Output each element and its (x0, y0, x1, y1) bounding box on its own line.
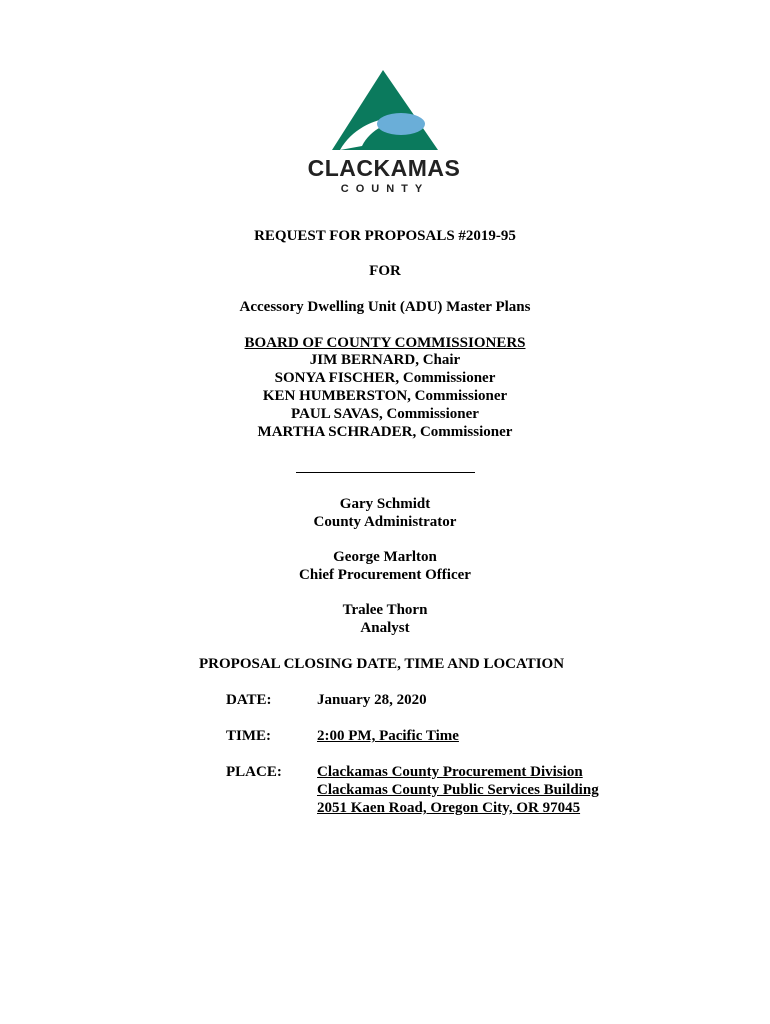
rfp-number: REQUEST FOR PROPOSALS #2019-95 (254, 228, 516, 244)
official-name: Tralee Thorn (342, 602, 428, 618)
logo-county: COUNTY (340, 183, 430, 194)
logo-blue-oval (377, 113, 425, 135)
date-label: DATE: (226, 692, 272, 708)
official-title: County Administrator (313, 514, 457, 530)
place-line: Clackamas County Public Services Building (317, 782, 599, 798)
board-heading: BOARD OF COUNTY COMMISSIONERS (244, 335, 526, 351)
closing-heading: PROPOSAL CLOSING DATE, TIME AND LOCATION (199, 656, 565, 672)
place-line: 2051 Kaen Road, Oregon City, OR 97045 (317, 800, 581, 816)
place-line: Clackamas County Procurement Division (317, 764, 583, 780)
divider-line (296, 472, 475, 473)
clackamas-county-logo (288, 66, 480, 194)
board-member: JIM BERNARD, Chair (309, 352, 461, 368)
place-label: PLACE: (226, 764, 282, 780)
time-label: TIME: (226, 728, 271, 744)
logo-triangle (332, 70, 438, 150)
time-value: 2:00 PM, Pacific Time (317, 728, 459, 744)
logo-mark (288, 66, 480, 194)
place-address (317, 763, 599, 817)
official-name: Gary Schmidt (339, 496, 431, 512)
official-title: Chief Procurement Officer (299, 567, 471, 583)
project-title: Accessory Dwelling Unit (ADU) Master Plans (239, 299, 531, 315)
logo-name: CLACKAMAS (307, 155, 461, 181)
board-member: PAUL SAVAS, Commissioner (291, 406, 479, 422)
official-name: George Marlton (333, 549, 437, 565)
official-title: Analyst (360, 620, 410, 636)
date-value: January 28, 2020 (317, 692, 427, 708)
board-member: KEN HUMBERSTON, Commissioner (262, 388, 508, 404)
for-label: FOR (369, 263, 401, 279)
board-member: MARTHA SCHRADER, Commissioner (257, 424, 513, 440)
board-member: SONYA FISCHER, Commissioner (274, 370, 496, 386)
